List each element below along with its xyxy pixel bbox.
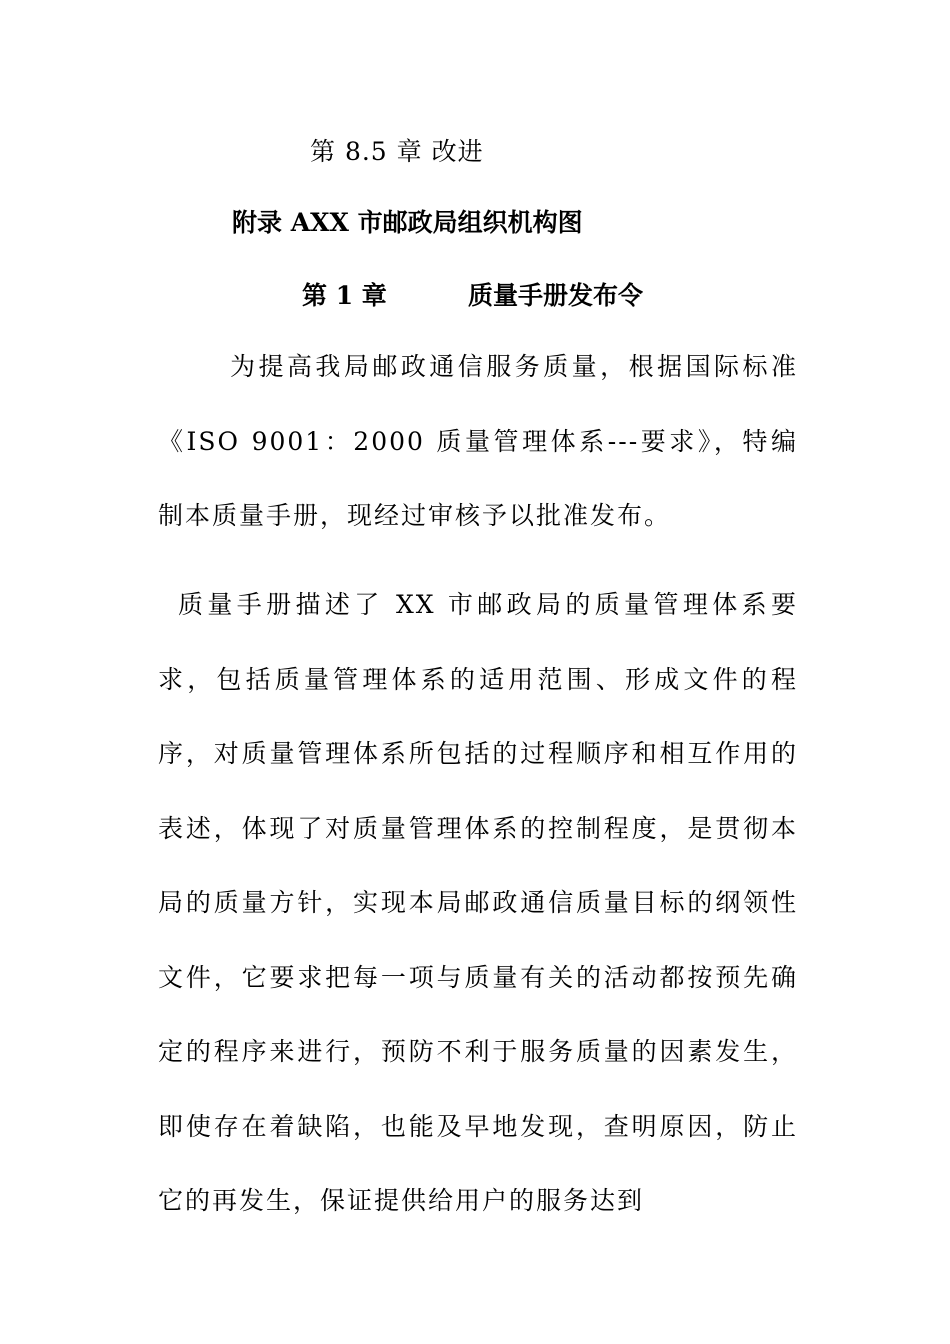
toc-entry-improvement: 第 8.5 章 改进	[310, 137, 484, 166]
chapter-number: 第 1 章	[302, 281, 387, 310]
paragraph-release-order: 为提高我局邮政通信服务质量，根据国际标准《ISO 9001：2000 质量管理体系---要求》，特编制本质量手册，现经过审核予以批准发布。	[158, 352, 798, 530]
chapter-title-text: 质量手册发布令	[468, 281, 644, 310]
paragraph-manual-description: 质量手册描述了 XX 市邮政局的质量管理体系要求，包括质量管理体系的适用范围、形成文件的程序，对质量管理体系所包括的过程顺序和相互作用的表述，体现了对质量管理体系的控制程度，是贯彻本局的质量方针，实现本局邮政通信质量目标的纲领性文件，它要求把每一项与质量有关的活动都按预先确定的程序来进行，预防不利于服务质量的因素发生，即使存在着缺陷，也能及早地发现，查明原因，防止它的再发生，保证提供给用户的服务达到	[158, 590, 798, 1215]
toc-entry-appendix: 附录 AXX 市邮政局组织机构图	[232, 208, 583, 237]
chapter-heading	[302, 278, 643, 314]
